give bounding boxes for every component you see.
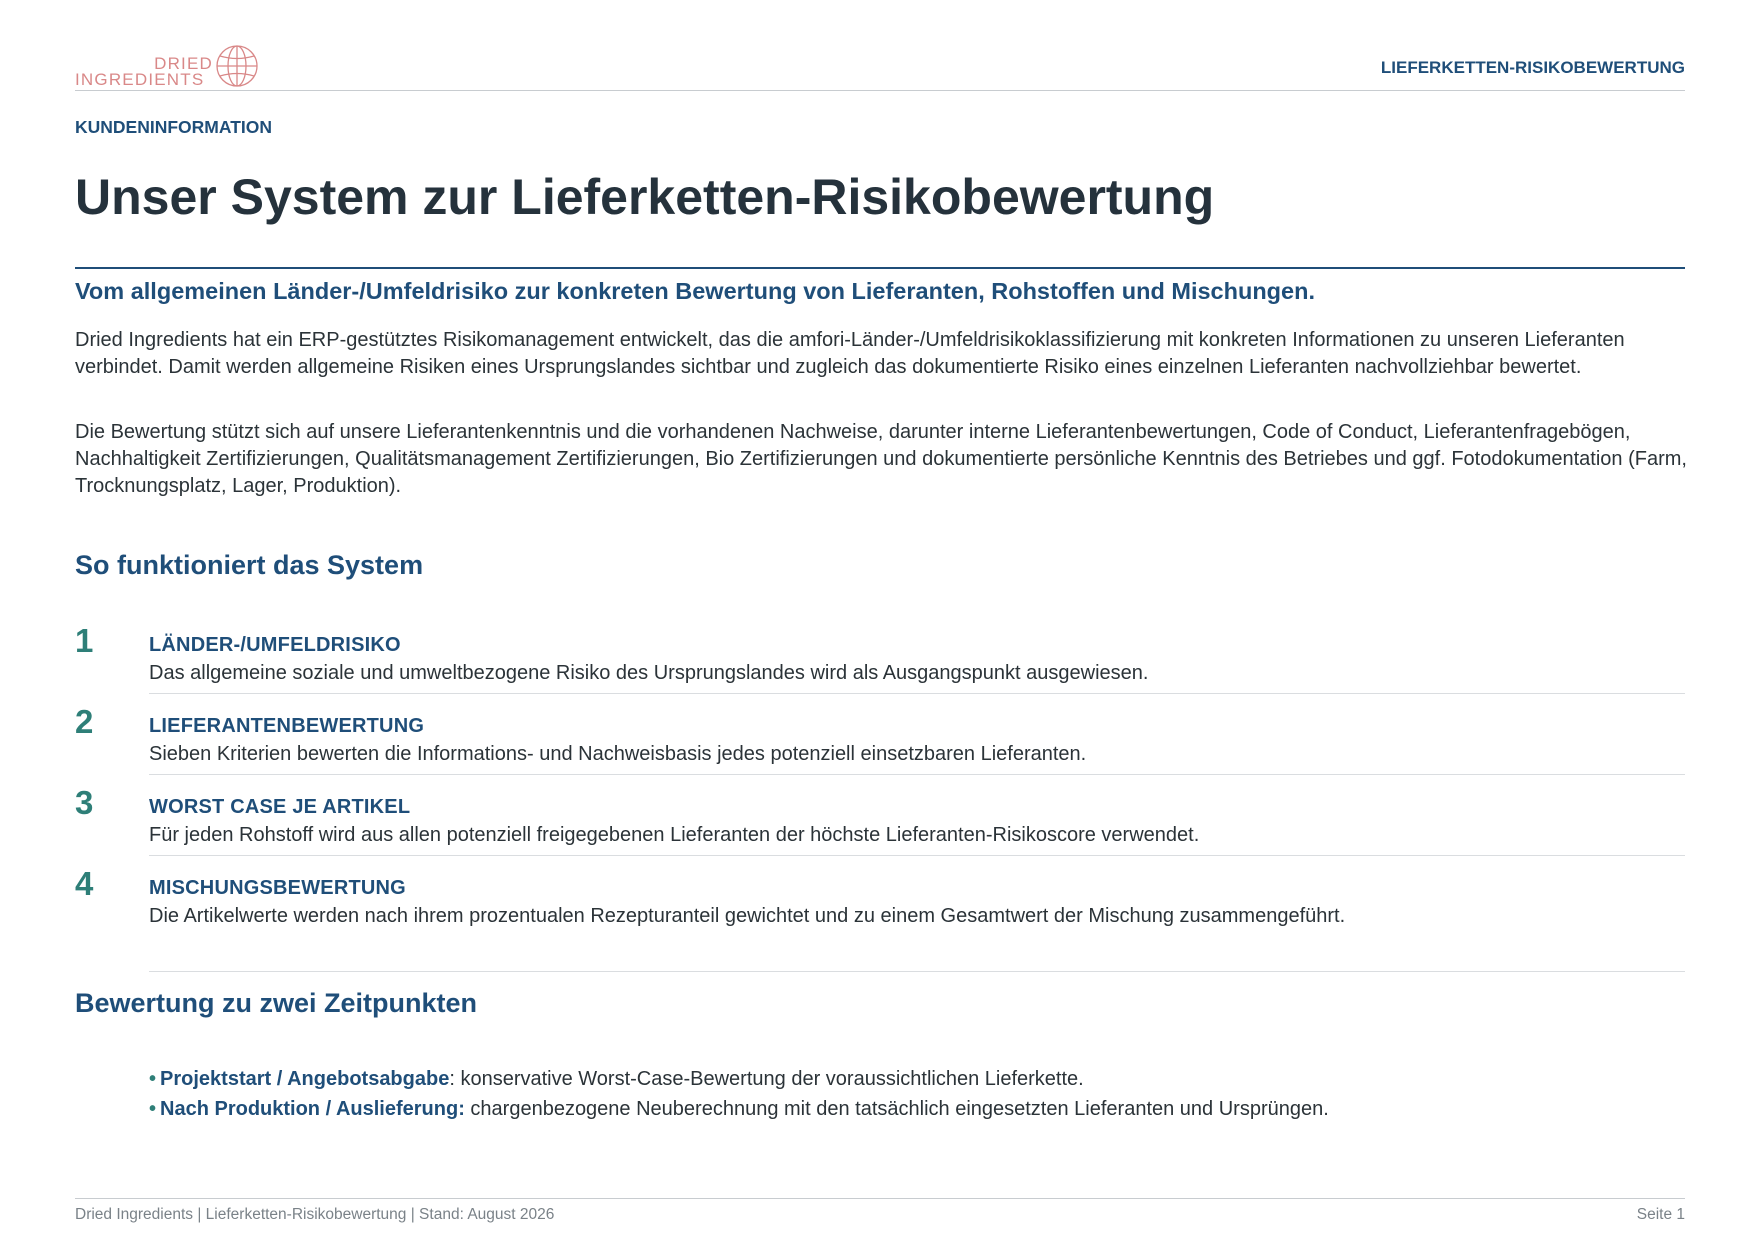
step-item: [75, 622, 1685, 703]
step-number: 2: [75, 703, 94, 740]
header-document-label: LIEFERKETTEN-RISIKOBEWERTUNG: [1380, 58, 1685, 77]
step-text: Sieben Kriterien bewerten die Informations- und Nachweisbasis jedes potenziell einsetzbaren Lieferanten.: [149, 743, 1087, 765]
footer-info: Dried Ingredients | Lieferketten-Risikobewertung | Stand: August 2026: [75, 1206, 555, 1223]
step-text: Das allgemeine soziale und umweltbezogene Risiko des Ursprungslandes wird als Ausgangspunkt ausgewiesen.: [149, 662, 1149, 684]
page-title: Unser System zur Lieferketten-Risikobewertung: [75, 169, 1215, 225]
step-body: [149, 796, 1685, 847]
bullet-text: chargenbezogene Neuberechnung mit den tatsächlich eingesetzten Lieferanten und Ursprüngen.: [464, 1098, 1329, 1120]
step-body: [149, 634, 1685, 685]
step-text: Für jeden Rohstoff wird aus allen potenziell freigegebenen Lieferanten der höchste Lieferanten-Risikoscore verwendet.: [149, 824, 1200, 846]
step-title: LÄNDER-/UMFELDRISIKO: [149, 634, 401, 656]
step-item: [75, 865, 1685, 946]
page-header: [75, 42, 1685, 91]
company-logo: [75, 44, 265, 90]
page-footer: [75, 1198, 1685, 1229]
list-item: [149, 1064, 1329, 1094]
step-title: LIEFERANTENBEWERTUNG: [149, 715, 425, 737]
page-number: Seite 1: [1636, 1206, 1685, 1223]
step-number: 1: [75, 622, 94, 659]
logo-word-ingredients: INGREDIENTS: [75, 70, 205, 89]
step-divider: [149, 693, 1685, 694]
bullet-key: Projektstart / Angebotsabgabe: [160, 1068, 450, 1090]
bullet-text: : konservative Worst-Case-Bewertung der voraussichtlichen Lieferkette.: [449, 1068, 1084, 1090]
step-number: 4: [75, 865, 94, 902]
step-title: WORST CASE JE ARTIKEL: [149, 796, 411, 818]
globe-icon: [215, 44, 259, 88]
title-divider: [75, 267, 1685, 269]
section-title-system: So funktioniert das System: [75, 550, 424, 580]
step-item: [75, 703, 1685, 784]
step-body: [149, 877, 1685, 928]
timing-bullet-list: [149, 1064, 1329, 1124]
page-subtitle: Vom allgemeinen Länder-/Umfeldrisiko zur konkreten Bewertung von Lieferanten, Rohstoffen und Mischungen.: [75, 278, 1315, 304]
list-item: [149, 1094, 1329, 1124]
step-divider: [149, 774, 1685, 775]
intro-paragraph-1: Dried Ingredients hat ein ERP-gestütztes Risikomanagement entwickelt, das die amfori-Länder-/Umfeldrisikoklassifizierung mit konkreten Informationen zu unseren Lieferanten verbindet. Damit werden allgemeine Risiken eines Ursprungslandes sichtbar und zugleich das dokumentierte Risiko eines einzelnen Lieferanten nachvollziehbar bewertet.: [75, 329, 1625, 378]
step-item: [75, 784, 1685, 865]
bullet-marker: •: [149, 1068, 157, 1090]
step-body: [149, 715, 1685, 766]
logo-word-dried: DRIED: [154, 54, 213, 73]
step-number: 3: [75, 784, 94, 821]
eyebrow-label: KUNDENINFORMATION: [75, 117, 273, 137]
step-text: Die Artikelwerte werden nach ihrem prozentualen Rezepturanteil gewichtet und zu einem Gesamtwert der Mischung zusammengeführt.: [149, 905, 1346, 927]
bullet-marker: •: [149, 1098, 157, 1120]
intro-paragraph-2: Die Bewertung stützt sich auf unsere Lieferantenkenntnis und die vorhandenen Nachweise, darunter interne Lieferantenbewertungen, Code of Conduct, Lieferantenfragebögen, Nachhaltigkeit Zertifizierungen, Qualitätsmanagement Zertifizierungen, Bio Zertifizierungen und dokumentierte persönliche Kenntnis des Betriebes und ggf. Fotodokumentation (Farm, Trocknungsplatz, Lager, Produktion).: [75, 421, 1687, 497]
step-title: MISCHUNGSBEWERTUNG: [149, 877, 406, 899]
bullet-key: Nach Produktion / Auslieferung:: [160, 1098, 465, 1120]
step-divider: [149, 855, 1685, 856]
section-divider: [149, 971, 1685, 972]
section-title-timing: Bewertung zu zwei Zeitpunkten: [75, 988, 478, 1018]
